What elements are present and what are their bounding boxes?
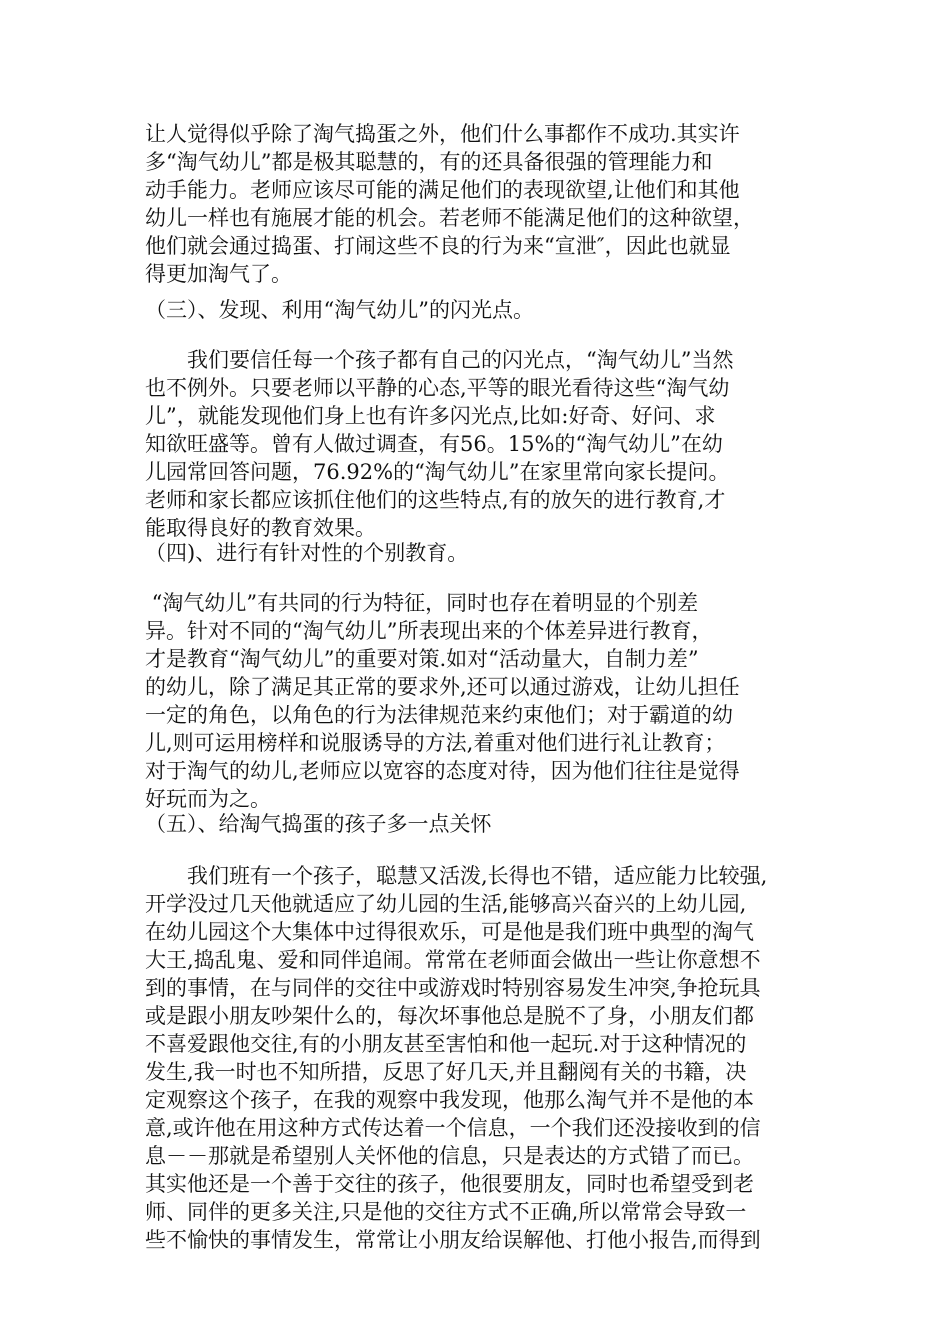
section-heading xyxy=(145,539,468,567)
text-line: 大王,捣乱鬼、爱和同伴追闹。常常在老师面会做出一些让你意想不 xyxy=(145,948,761,972)
text-line: 意,或许他在用这种方式传达着一个信息，一个我们还没接收到的信 xyxy=(145,1116,761,1140)
text-line: 儿园常回答问题，76.92%的“淘气幼儿”在家里常向家长提问。 xyxy=(145,460,730,484)
text-line: 知欲旺盛等。曾有人做过调查，有56。15%的“淘气幼儿”在幼 xyxy=(145,432,723,456)
text-line: 在幼儿园这个大集体中过得很欢乐，可是他是我们班中典型的淘气 xyxy=(145,920,754,944)
text-line: 的幼儿，除了满足其正常的要求外,还可以通过游戏，让幼儿担任 xyxy=(145,675,740,699)
text-line: 也不例外。只要老师以平静的心态,平等的眼光看待这些“淘气幼 xyxy=(145,376,730,400)
text-line: 发生,我一时也不知所措，反思了好几天,并且翻阅有关的书籍，决 xyxy=(145,1060,747,1084)
text-line: 老师和家长都应该抓住他们的这些特点,有的放矢的进行教育,才 xyxy=(145,488,726,512)
text-line: 异。针对不同的“淘气幼儿”所表现出来的个体差异进行教育， xyxy=(145,619,713,643)
text-line: 动手能力。老师应该尽可能的满足他们的表现欲望,让他们和其他 xyxy=(145,178,740,202)
text-line: 儿”，就能发现他们身上也有许多闪光点,比如:好奇、好问、求 xyxy=(145,404,716,428)
text-line: 或是跟小朋友吵架什么的，每次坏事他总是脱不了身，小朋友们都 xyxy=(145,1004,754,1028)
text-line: 不喜爱跟他交往,有的小朋友甚至害怕和他一起玩.对于这种情况的 xyxy=(145,1032,747,1056)
text-line: 定观察这个孩子，在我的观察中我发现，他那么淘气并不是他的本 xyxy=(145,1088,754,1112)
section-heading xyxy=(145,810,492,838)
paragraph xyxy=(145,120,754,288)
text-line: 开学没过几天他就适应了幼儿园的生活,能够高兴奋兴的上幼儿园, xyxy=(145,892,747,916)
text-line: 让人觉得似乎除了淘气捣蛋之外，他们什么事都作不成功.其实许 xyxy=(145,122,740,146)
text-line: “淘气幼儿”有共同的行为特征，同时也存在着明显的个别差 xyxy=(145,591,699,615)
text-line: 幼儿一样也有施展才能的机会。若老师不能满足他们的这种欲望， xyxy=(145,206,754,230)
text-line: 能取得良好的教育效果。 xyxy=(145,516,376,540)
text-line: 得更加淘气了。 xyxy=(145,262,292,286)
text-line: 些不愉快的事情发生，常常让小朋友给误解他、打他小报告,而得到 xyxy=(145,1228,761,1252)
text-line: 儿,则可运用榜样和说服诱导的方法,着重对他们进行礼让教育； xyxy=(145,731,726,755)
text-line: 我们班有一个孩子，聪慧又活泼,长得也不错，适应能力比较强, xyxy=(145,864,768,888)
text-line: 一定的角色，以角色的行为法律规范来约束他们；对于霸道的幼 xyxy=(145,703,733,727)
text-line: 息－－那就是希望别人关怀他的信息，只是表达的方式错了而已。 xyxy=(145,1144,754,1168)
text-line: 多“淘气幼儿”都是极其聪慧的，有的还具备很强的管理能力和 xyxy=(145,150,713,174)
section-heading xyxy=(145,296,534,324)
paragraph xyxy=(145,589,740,813)
section-heading-text: （三）、发现、利用“淘气幼儿”的闪光点。 xyxy=(145,298,534,322)
paragraph xyxy=(145,346,733,542)
paragraph xyxy=(145,862,767,1254)
text-line: 对于淘气的幼儿,老师应以宽容的态度对待，因为他们往往是觉得 xyxy=(145,759,740,783)
text-line: 他们就会通过捣蛋、打闹这些不良的行为来“宣泄″，因此也就显 xyxy=(145,234,731,258)
section-heading-text: （四)、进行有针对性的个别教育。 xyxy=(145,541,469,565)
text-line: 好玩而为之。 xyxy=(145,787,271,811)
section-heading-text: （五）、给淘气捣蛋的孩子多一点关怀 xyxy=(145,812,492,836)
text-line: 到的事情，在与同伴的交往中或游戏时特别容易发生冲突,争抢玩具 xyxy=(145,976,761,1000)
text-line: 其实他还是一个善于交往的孩子，他很要朋友，同时也希望受到老 xyxy=(145,1172,754,1196)
text-line: 我们要信任每一个孩子都有自己的闪光点，“淘气幼儿”当然 xyxy=(145,348,734,372)
text-line: 师、同伴的更多关注,只是他的交往方式不正确,所以常常会导致一 xyxy=(145,1200,747,1224)
text-line: 才是教育“淘气幼儿”的重要对策.如对“活动量大，自制力差” xyxy=(145,647,699,671)
